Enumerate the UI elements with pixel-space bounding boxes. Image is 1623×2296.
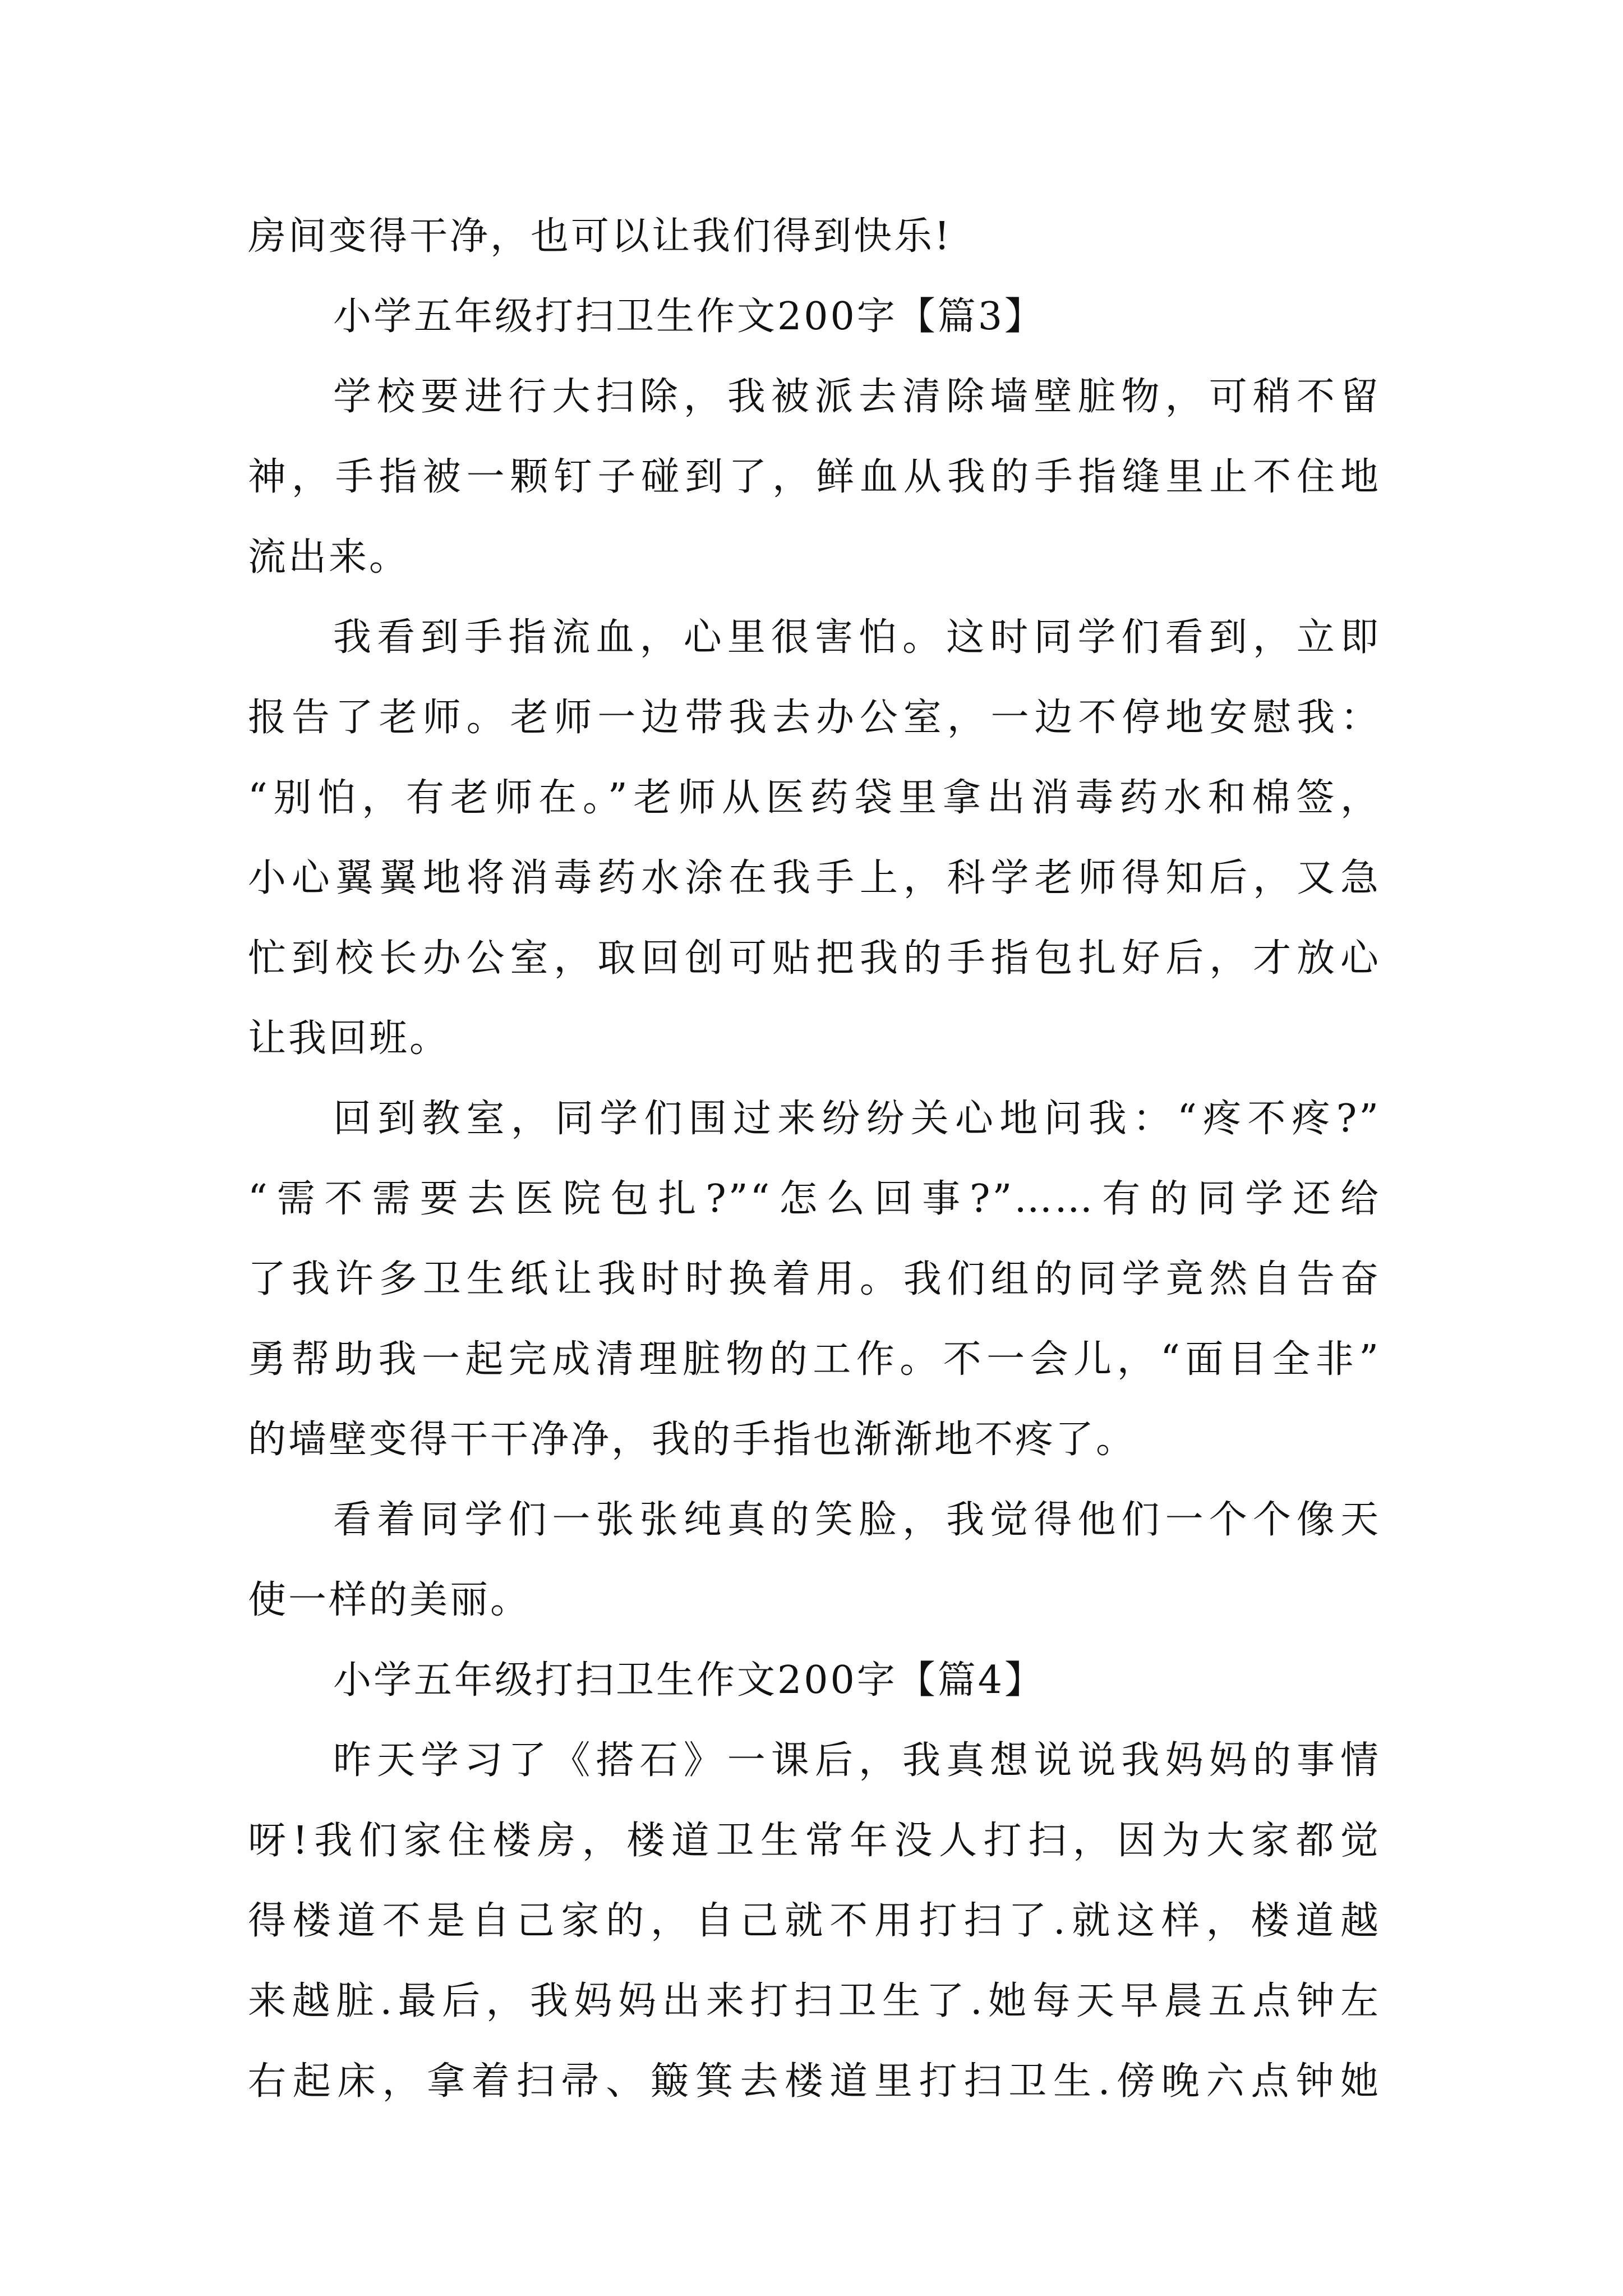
text-line	[248, 1881, 1381, 1961]
text-line	[248, 678, 1381, 758]
text-line	[248, 437, 1381, 517]
line-text: 得楼道不是自己家的，自己就不用打扫了.就这样，楼道越	[248, 1899, 1381, 1943]
line-text: 小学五年级打扫卫生作文200字【篇3】	[333, 295, 1045, 339]
line-text: 来越脏.最后，我妈妈出来打扫卫生了.她每天早晨五点钟左	[248, 1979, 1381, 2023]
line-text: 神，手指被一颗钉子碰到了，鲜血从我的手指缝里止不住地	[248, 455, 1381, 499]
text-line	[248, 1159, 1381, 1239]
line-text: 使一样的美丽。	[248, 1578, 531, 1622]
line-text: 让我回班。	[248, 1016, 450, 1061]
line-text: 的墙壁变得干干净净，我的手指也渐渐地不疼了。	[248, 1418, 1137, 1462]
document-body	[248, 196, 1381, 2122]
line-text: 勇帮助我一起完成清理脏物的工作。不一会儿，“面目全非”	[248, 1337, 1381, 1382]
line-text: “别怕，有老师在。”老师从医药袋里拿出消毒药水和棉签，	[248, 776, 1381, 820]
line-text: 学校要进行大扫除，我被派去清除墙壁脏物，可稍不留	[333, 375, 1381, 419]
text-line	[248, 1720, 1381, 1801]
line-text: 小心翼翼地将消毒药水涂在我手上，科学老师得知后，又急	[248, 856, 1381, 900]
text-line	[248, 2041, 1381, 2122]
section-heading	[248, 1640, 1381, 1720]
text-line	[248, 1079, 1381, 1159]
line-text: 回到教室，同学们围过来纷纷关心地问我：“疼不疼?”	[333, 1097, 1381, 1141]
line-text: “需不需要去医院包扎?”“怎么回事?”……有的同学还给	[248, 1177, 1381, 1221]
text-line	[248, 1239, 1381, 1319]
text-line	[248, 517, 1381, 597]
text-line	[248, 1560, 1381, 1640]
line-text: 流出来。	[248, 535, 410, 579]
line-text: 忙到校长办公室，取回创可贴把我的手指包扎好后，才放心	[248, 936, 1381, 981]
text-line	[248, 357, 1381, 437]
line-text: 了我许多卫生纸让我时时换着用。我们组的同学竟然自告奋	[248, 1257, 1381, 1301]
line-text: 看着同学们一张张纯真的笑脸，我觉得他们一个个像天	[333, 1498, 1381, 1542]
text-line	[248, 196, 1381, 277]
text-line	[248, 758, 1381, 838]
text-line	[248, 918, 1381, 999]
line-text: 昨天学习了《搭石》一课后，我真想说说我妈妈的事情	[333, 1738, 1381, 1783]
text-line	[248, 838, 1381, 918]
text-line	[248, 1961, 1381, 2041]
text-line	[248, 1480, 1381, 1560]
text-line	[248, 1801, 1381, 1881]
line-text: 我看到手指流血，心里很害怕。这时同学们看到，立即	[333, 615, 1381, 660]
text-line	[248, 1400, 1381, 1480]
text-line	[248, 999, 1381, 1079]
line-text: 房间变得干净，也可以让我们得到快乐!	[248, 214, 952, 259]
text-line	[248, 597, 1381, 678]
line-text: 小学五年级打扫卫生作文200字【篇4】	[333, 1658, 1045, 1703]
line-text: 呀!我们家住楼房，楼道卫生常年没人打扫，因为大家都觉	[248, 1819, 1381, 1863]
line-text: 右起床，拿着扫帚、簸箕去楼道里打扫卫生.傍晚六点钟她	[248, 2059, 1381, 2104]
line-text: 报告了老师。老师一边带我去办公室，一边不停地安慰我：	[248, 696, 1381, 740]
text-line	[248, 1319, 1381, 1400]
section-heading	[248, 277, 1381, 357]
